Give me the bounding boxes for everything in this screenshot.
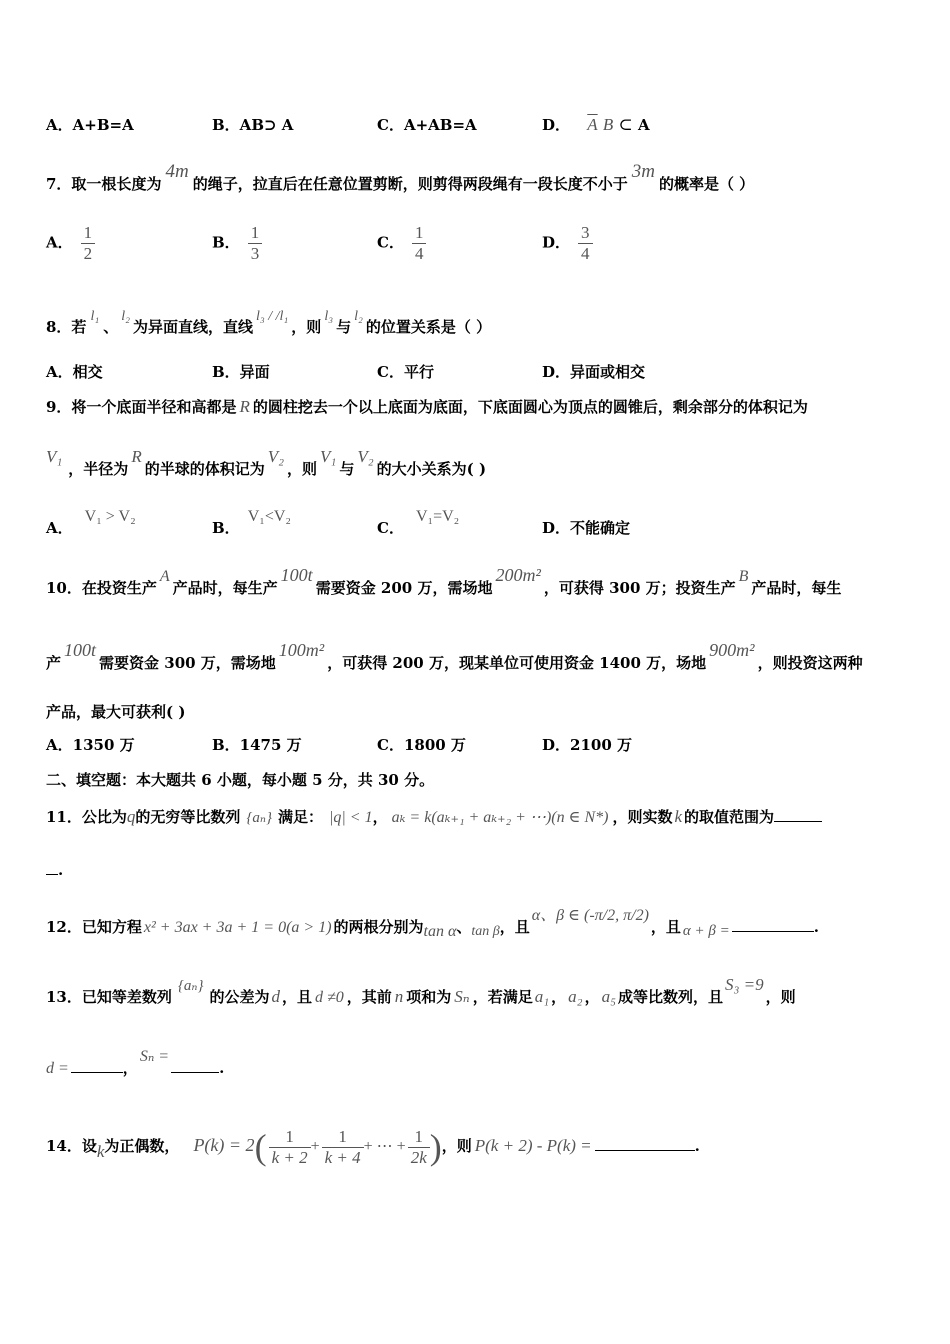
q10-text-9: ，则投资这两种 [757,654,863,672]
q13-answers [46,1048,225,1079]
q12-math-range: α、β ∈ (-π/2, π/2) [531,907,649,924]
q10-math-100m2: 100m² [278,640,325,660]
q8-option-b: B．异面 [212,363,270,381]
q8-stem [46,309,492,339]
q8-text-3: 为异面直线，直线 [132,318,253,336]
q7-option-d-fraction [578,223,593,264]
q6-option-d-math-b: B [602,115,614,134]
q9-option-a [46,508,136,539]
q12-math-tan-alpha: tan α [423,923,457,940]
q10-option-a: A．1350 万 [46,736,135,754]
section-2-heading: 二、填空题：本大题共 6 小题，每小题 5 分，共 30 分。 [46,771,435,789]
q10-text-2: 产品时，每生产 [172,579,278,597]
q10-math-100t-b: 100t [64,640,97,660]
q7-b-num: 1 [248,223,263,244]
q13-math-dneq: d ≠0 [314,989,344,1006]
q9-option-c-math: V₁=V₂ [415,508,460,525]
q7-stem [46,161,755,194]
q8-text-2: 、 [103,318,119,336]
q10-math-A: A [159,568,170,585]
q14-tail: . [694,1137,700,1155]
q9-text-2: 的圆柱挖去一个以上底面为底面，下底面圆心为顶点的圆锥后，剩余部分的体积记为 [252,398,808,416]
q12-text-5: ，且 [650,918,681,936]
q10-option-d: D．2100 万 [542,736,632,754]
q12-text-3: 、 [456,918,472,936]
q8-text-4: ，则 [291,318,322,336]
q14-plus-2: + ⋯ + [363,1138,406,1155]
q9-math-V1: V₁ [46,447,63,466]
q12-text-4: ，且 [499,918,530,936]
q6-option-d-tail: A [637,116,650,134]
q9-option-b [212,508,291,539]
q8-math-l2: l₂ [121,309,130,324]
q14-f2-den: k + 4 [324,1147,361,1167]
q14-f1-num: 1 [269,1127,311,1148]
q11-tail: . [58,861,64,879]
q13-answer-blank-Sn[interactable] [171,1058,219,1073]
q14-math-k: k [96,1142,105,1161]
q8-text-6: 的位置关系是（ ） [365,318,492,336]
q12-tail: . [813,918,819,936]
q11-text-5: ，则实数 [612,808,673,826]
q13-text-6: ，若满足 [472,988,533,1006]
q14-f1-den: k + 2 [271,1147,308,1167]
q14-f3-num: 1 [408,1127,430,1148]
q14-fraction-2 [322,1127,364,1168]
q10-option-c: C．1800 万 [377,736,466,754]
q13-tail: . [219,1059,225,1077]
q9-math-R: R [239,397,250,416]
q7-option-b [212,223,262,264]
q7-math-4m: 4m [165,161,189,182]
q9-math-V2b: V₂ [357,447,374,466]
q14-text-1: 14．设 [46,1137,97,1155]
q10-math-100t: 100t [280,565,313,585]
q13-math-S3: S₃ =9 [725,975,764,994]
q11-math-q: q [126,807,136,826]
q7-option-c-fraction [412,223,427,264]
q6-option-b: B．AB⊃ A [212,116,294,134]
q14-right-paren: ) [429,1127,442,1167]
q7-option-c-label: C． [377,233,404,252]
q13-text-2: 的公差为 [209,988,270,1006]
q7-option-a-label: A． [46,233,73,252]
q8-math-parallel: l₃ / /l₁ [256,309,289,324]
q7-a-num: 1 [81,223,96,244]
q10-option-b: B．1475 万 [212,736,302,754]
q9-text-6: 与 [339,460,355,478]
q7-d-den: 4 [581,244,590,263]
q9-stem-line-1 [46,397,808,417]
q9-text-7: 的大小关系为( ) [376,460,487,478]
q9-option-d: D．不能确定 [542,519,631,537]
q11-answer-blank-part-1[interactable] [774,807,822,822]
q14-fraction-3 [408,1127,430,1168]
q7-option-c [377,223,426,264]
q7-option-d-label: D． [542,233,571,252]
q14-plus-1: + [310,1138,320,1155]
q14-math-Pk: P(k) = 2 [193,1135,255,1155]
q9-stem-line-2 [46,447,487,479]
q10-math-B: B [738,568,749,585]
q10-math-900m2: 900m² [709,640,755,660]
q13-math-d-answer-label: d = [46,1060,69,1077]
q6-option-c: C．A+AB=A [377,116,477,134]
q11-text-2: 的无穷等比数列 [135,808,241,826]
q11-math-k: k [674,807,682,826]
q10-math-200m2: 200m² [495,565,541,585]
q10-stem-line-2 [46,640,863,673]
q8-math-l1: l₁ [90,309,100,324]
q8-math-l2b: l₂ [354,309,363,324]
q8-option-c: C．平行 [377,363,434,381]
q11-answer-continued [46,860,63,880]
q11-text-4: ， [372,808,388,826]
q8-text-1: 8．若 [46,318,87,336]
q13-text-5: 项和为 [406,988,452,1006]
q13-text-4: ，其前 [346,988,392,1006]
q10-text-5: 产品时，每生 [751,579,842,597]
q13-comma-2: ， [584,988,600,1006]
q9-option-c-label: C． [377,519,404,537]
q14-f2-num: 1 [322,1127,364,1148]
q7-c-num: 1 [412,223,427,244]
q6-option-d-math-a: $\overline{A}$ [587,115,598,134]
q11-text-1: 11．公比为 [46,808,127,826]
q12-math-sum: α + β = [682,923,730,939]
q9-text-4: 的半球的体积记为 [144,460,265,478]
q11-math-seq: {aₙ} [246,810,272,826]
q7-option-b-fraction [248,223,263,264]
q8-option-d: D．异面或相交 [542,363,646,381]
q11-math-cond: |q| < 1 [328,809,373,826]
q13-text-7: 成等比数列，且 [618,988,724,1006]
q14-math-diff: P(k + 2) - P(k) = [474,1136,592,1155]
q7-b-den: 3 [250,244,260,263]
q8-math-l3: l₃ [324,309,334,324]
q11-text-3: 满足： [277,808,323,826]
q13-math-Sn-answer-label: Sₙ = [139,1048,170,1065]
q8-text-5: 与 [336,318,352,336]
q9-option-b-label: B． [212,519,240,537]
q13-text-3: ，且 [281,988,312,1006]
q7-text-2: 的绳子，拉直后在任意位置剪断，则剪得两段绳有一段长度不小于 [192,175,628,193]
q9-text-5: ，则 [287,460,318,478]
q7-c-den: 4 [414,244,424,263]
q14-stem [46,1125,700,1168]
q13-math-a2: a₂ [568,987,583,1006]
q10-text-3: 需要资金 200 万，需场地 [315,579,493,597]
q12-math-equation: x² + 3ax + 3a + 1 = 0(a > 1) [143,919,332,936]
q10-text-7: 需要资金 300 万，需场地 [99,654,276,672]
q7-text-3: 的概率是（ ） [658,175,755,193]
q13-stem [46,975,796,1008]
q7-text-1: 7．取一根长度为 [46,175,162,193]
q10-stem-line-1 [46,565,842,599]
q6-option-d-label: D． [542,116,571,134]
q9-math-V1b: V₁ [320,447,337,466]
q14-text-3: ，则 [441,1137,472,1155]
q7-a-den: 2 [83,244,93,263]
q11-math-formula: aₖ = k(aₖ₊₁ + aₖ₊₂ + ⋯)(n ∈ N*) [391,809,609,826]
q14-answer-blank[interactable] [595,1136,695,1151]
q9-text-3: ，半径为 [68,460,129,478]
q14-f3-den: 2k [410,1147,427,1167]
q10-stem-line-3: 产品，最大可获利( ) [46,703,186,721]
q12-math-tan-beta: tan β [471,924,500,939]
q9-math-R2: R [131,447,142,466]
q7-math-3m: 3m [631,161,655,182]
q9-math-V2: V₂ [267,447,285,466]
q7-option-b-label: B． [212,233,240,252]
q6-option-d [542,115,650,135]
q12-answer-blank[interactable] [732,917,814,932]
q12-text-2: 的两根分别为 [333,918,424,936]
q7-d-num: 3 [578,223,593,244]
q14-fraction-1 [269,1127,311,1168]
q7-option-a-fraction [81,223,96,264]
q13-math-a5: a₅ [601,987,616,1006]
q9-text-1: 9．将一个底面半径和高都是 [46,398,237,416]
q14-left-paren: ( [254,1127,267,1167]
q10-text-1: 10．在投资生产 [46,579,157,597]
q12-text-1: 12．已知方程 [46,918,142,936]
q10-text-4: ，可获得 300 万；投资生产 [543,579,736,597]
q13-text-1: 13．已知等差数列 [46,988,172,1006]
q6-option-d-subset: ⊂ [618,115,633,134]
q9-option-c [377,508,460,539]
q13-answer-blank-d[interactable] [71,1058,123,1073]
q13-comma-1: ， [551,988,567,1006]
q13-math-Sn: Sₙ [454,987,470,1006]
q14-text-2: 为正偶数， [104,1137,180,1155]
q13-answer-comma: ， [122,1059,138,1077]
q7-option-a [46,223,95,264]
q12-stem [46,907,819,940]
q9-option-a-label: A． [46,519,73,537]
q6-option-a: A．A+B=A [46,116,134,134]
q8-option-a: A．相交 [46,363,103,381]
q11-answer-blank-part-2[interactable] [46,860,58,875]
q13-math-n: n [394,987,404,1006]
q9-option-b-math: V₁<V₂ [247,508,291,525]
q7-option-d [542,223,593,264]
q13-text-8: ，则 [765,988,796,1006]
q13-math-a1: a₁ [534,987,550,1006]
q9-option-a-math: V₁ > V₂ [84,508,136,525]
q11-text-6: 的取值范围为 [684,808,775,826]
q11-stem [46,807,822,828]
q10-text-6: 产 [46,654,62,672]
q10-text-8: ，可获得 200 万，现某单位可使用资金 1400 万，场地 [327,654,707,672]
q13-math-seq: {aₙ} [177,978,204,994]
q13-math-d: d [271,987,280,1006]
